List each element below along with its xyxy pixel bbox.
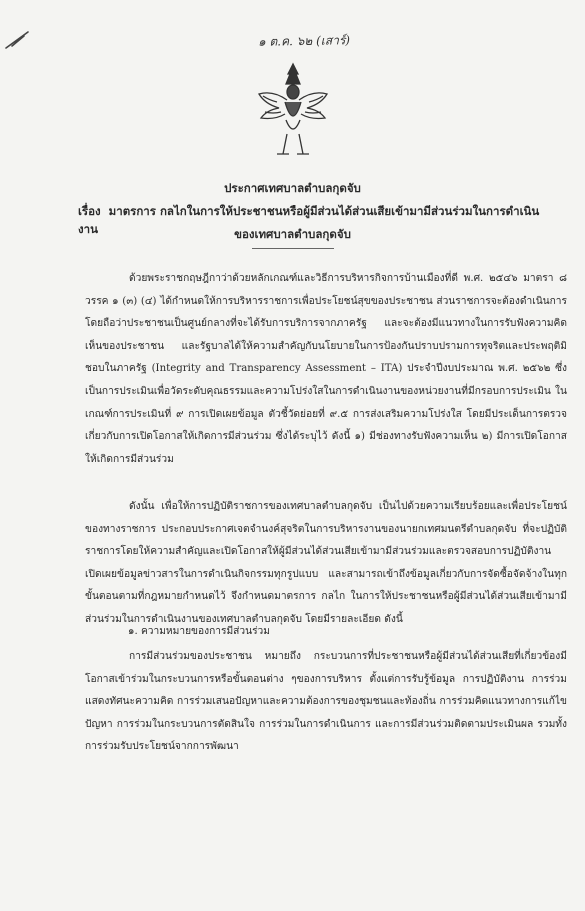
paragraph-1-text: ด้วยพระราชกฤษฎีกาว่าด้วยหลักเกณฑ์และวิธีการบริหารกิจการบ้านเมืองที่ดี พ.ศ. ๒๕๔๖ มาตรา ๘ วรรค ๑ (๓) (๔) ได้กำหนดให้การบริหารราชการเพื่อประโยชน์สุขของประชาชน ส่วนราชการจะต้องดำเนินการโดยถือว่าประชาชนเป็นศูนย์กลางที่จะได้รับการบริการจากภาครัฐ และจะต้องมีแนวทางในการรับฟังความคิดเห็นของประชาชน และรัฐบาลได้ให้ความสำคัญกับนโยบายในการป้องกันปราบปรามการทุจริตและประพฤติมิชอบในภาครัฐ (Integrity and Transparency Assessment – ITA) ประจำปีงบประมาณ พ.ศ. ๒๕๖๒ ซึ่งเป็นการประเมินเพื่อวัดระดับคุณธรรมและความโปร่งใสในการดำเนินงานของหน่วยงานที่มีกรอบการประเมิน ในเกณฑ์การประเมินที่ ๙ การเปิดเผยข้อมูล ตัวชี้วัดย่อยที่ ๙.๕ การส่งเสริมความโปร่งใส โดยมีประเด็นการตรวจ เกี่ยวกับการเปิดโอกาสให้เกิดการมีส่วนร่วม ซึ่งได้ระบุไว้ ดังนี้ ๑) มีช่องทางรับฟังความเห็น ๒) มีการเปิดโอกาส ให้เกิดการมีส่วนร่วม (85, 273, 567, 465)
header-divider (252, 248, 334, 249)
paragraph-3 (85, 646, 567, 759)
garuda-emblem-icon (255, 60, 331, 160)
subject-text: มาตรการ กลไกในการให้ประชาชนหรือผู้มีส่วนได้ส่วนเสียเข้ามามีส่วนร่วมในการดำเนินงาน (78, 204, 540, 236)
subject-label: เรื่อง (78, 204, 101, 218)
paragraph-3-text: การมีส่วนร่วมของประชาชน หมายถึง กระบวนการที่ประชาชนหรือผู้มีส่วนได้ส่วนเสียที่เกี่ยวข้องมีโอกาสเข้าร่วมในกระบวนการหรือขั้นตอนต่าง ๆของการบริหาร ตั้งแต่การรับรู้ข้อมูล การปฏิบัติงาน การร่วมแสดงทัศนะความคิด การร่วมเสนอปัญหาและความต้องการของชุมชนและท้องถิ่น การร่วมคิดแนวทางการแก้ไขปัญหา การร่วมในกระบวนการตัดสินใจ การร่วมในการดำเนินการ และการมีส่วนร่วมติดตามประเมินผล รวมทั้งการร่วมรับประโยชน์จากการพัฒนา (85, 651, 567, 753)
paragraph-2-text: ดังนั้น เพื่อให้การปฏิบัติราชการของเทศบาลตำบลกุดจับ เป็นไปด้วยความเรียบร้อยและเพื่อประโยชน์ของทางราชการ ประกอบประกาศเจตจำนงค์สุจริตในการบริหารงานของนายกเทศมนตรีตำบลกุดจับ ที่จะปฏิบัติราชการโดยให้ความสำคัญและเปิดโอกาสให้ผู้มีส่วนได้ส่วนเสียเข้ามามีส่วนร่วมและตรวจสอบการปฏิบัติงาน เปิดเผยข้อมูลข่าวสารในการดำเนินกิจกรรมทุกรูปแบบ และสามารถเข้าถึงข้อมูลเกี่ยวกับการจัดซื้อจัดจ้างในทุกขั้นตอนตามที่กฎหมายกำหนดไว้ จึงกำหนดมาตรการ กลไก ในการให้ประชาชนหรือผู้มีส่วนได้ส่วนเสียเข้ามามีส่วนร่วมในการดำเนินงานของเทศบาลตำบลกุดจับ โดยมีรายละเอียด ดังนี้ (85, 501, 567, 625)
pen-stroke-icon (4, 28, 30, 50)
paragraph-1 (85, 268, 567, 471)
handwritten-date: ๑ ต.ค. ๖๒ (เสาร์) (257, 33, 351, 49)
subject-continuation: ของเทศบาลตำบลกุดจับ (234, 227, 351, 241)
announcement-title: ประกาศเทศบาลตำบลกุดจับ (224, 181, 361, 195)
paragraph-2 (85, 496, 567, 632)
section-1-heading: ๑. ความหมายของการมีส่วนร่วม (128, 626, 270, 637)
